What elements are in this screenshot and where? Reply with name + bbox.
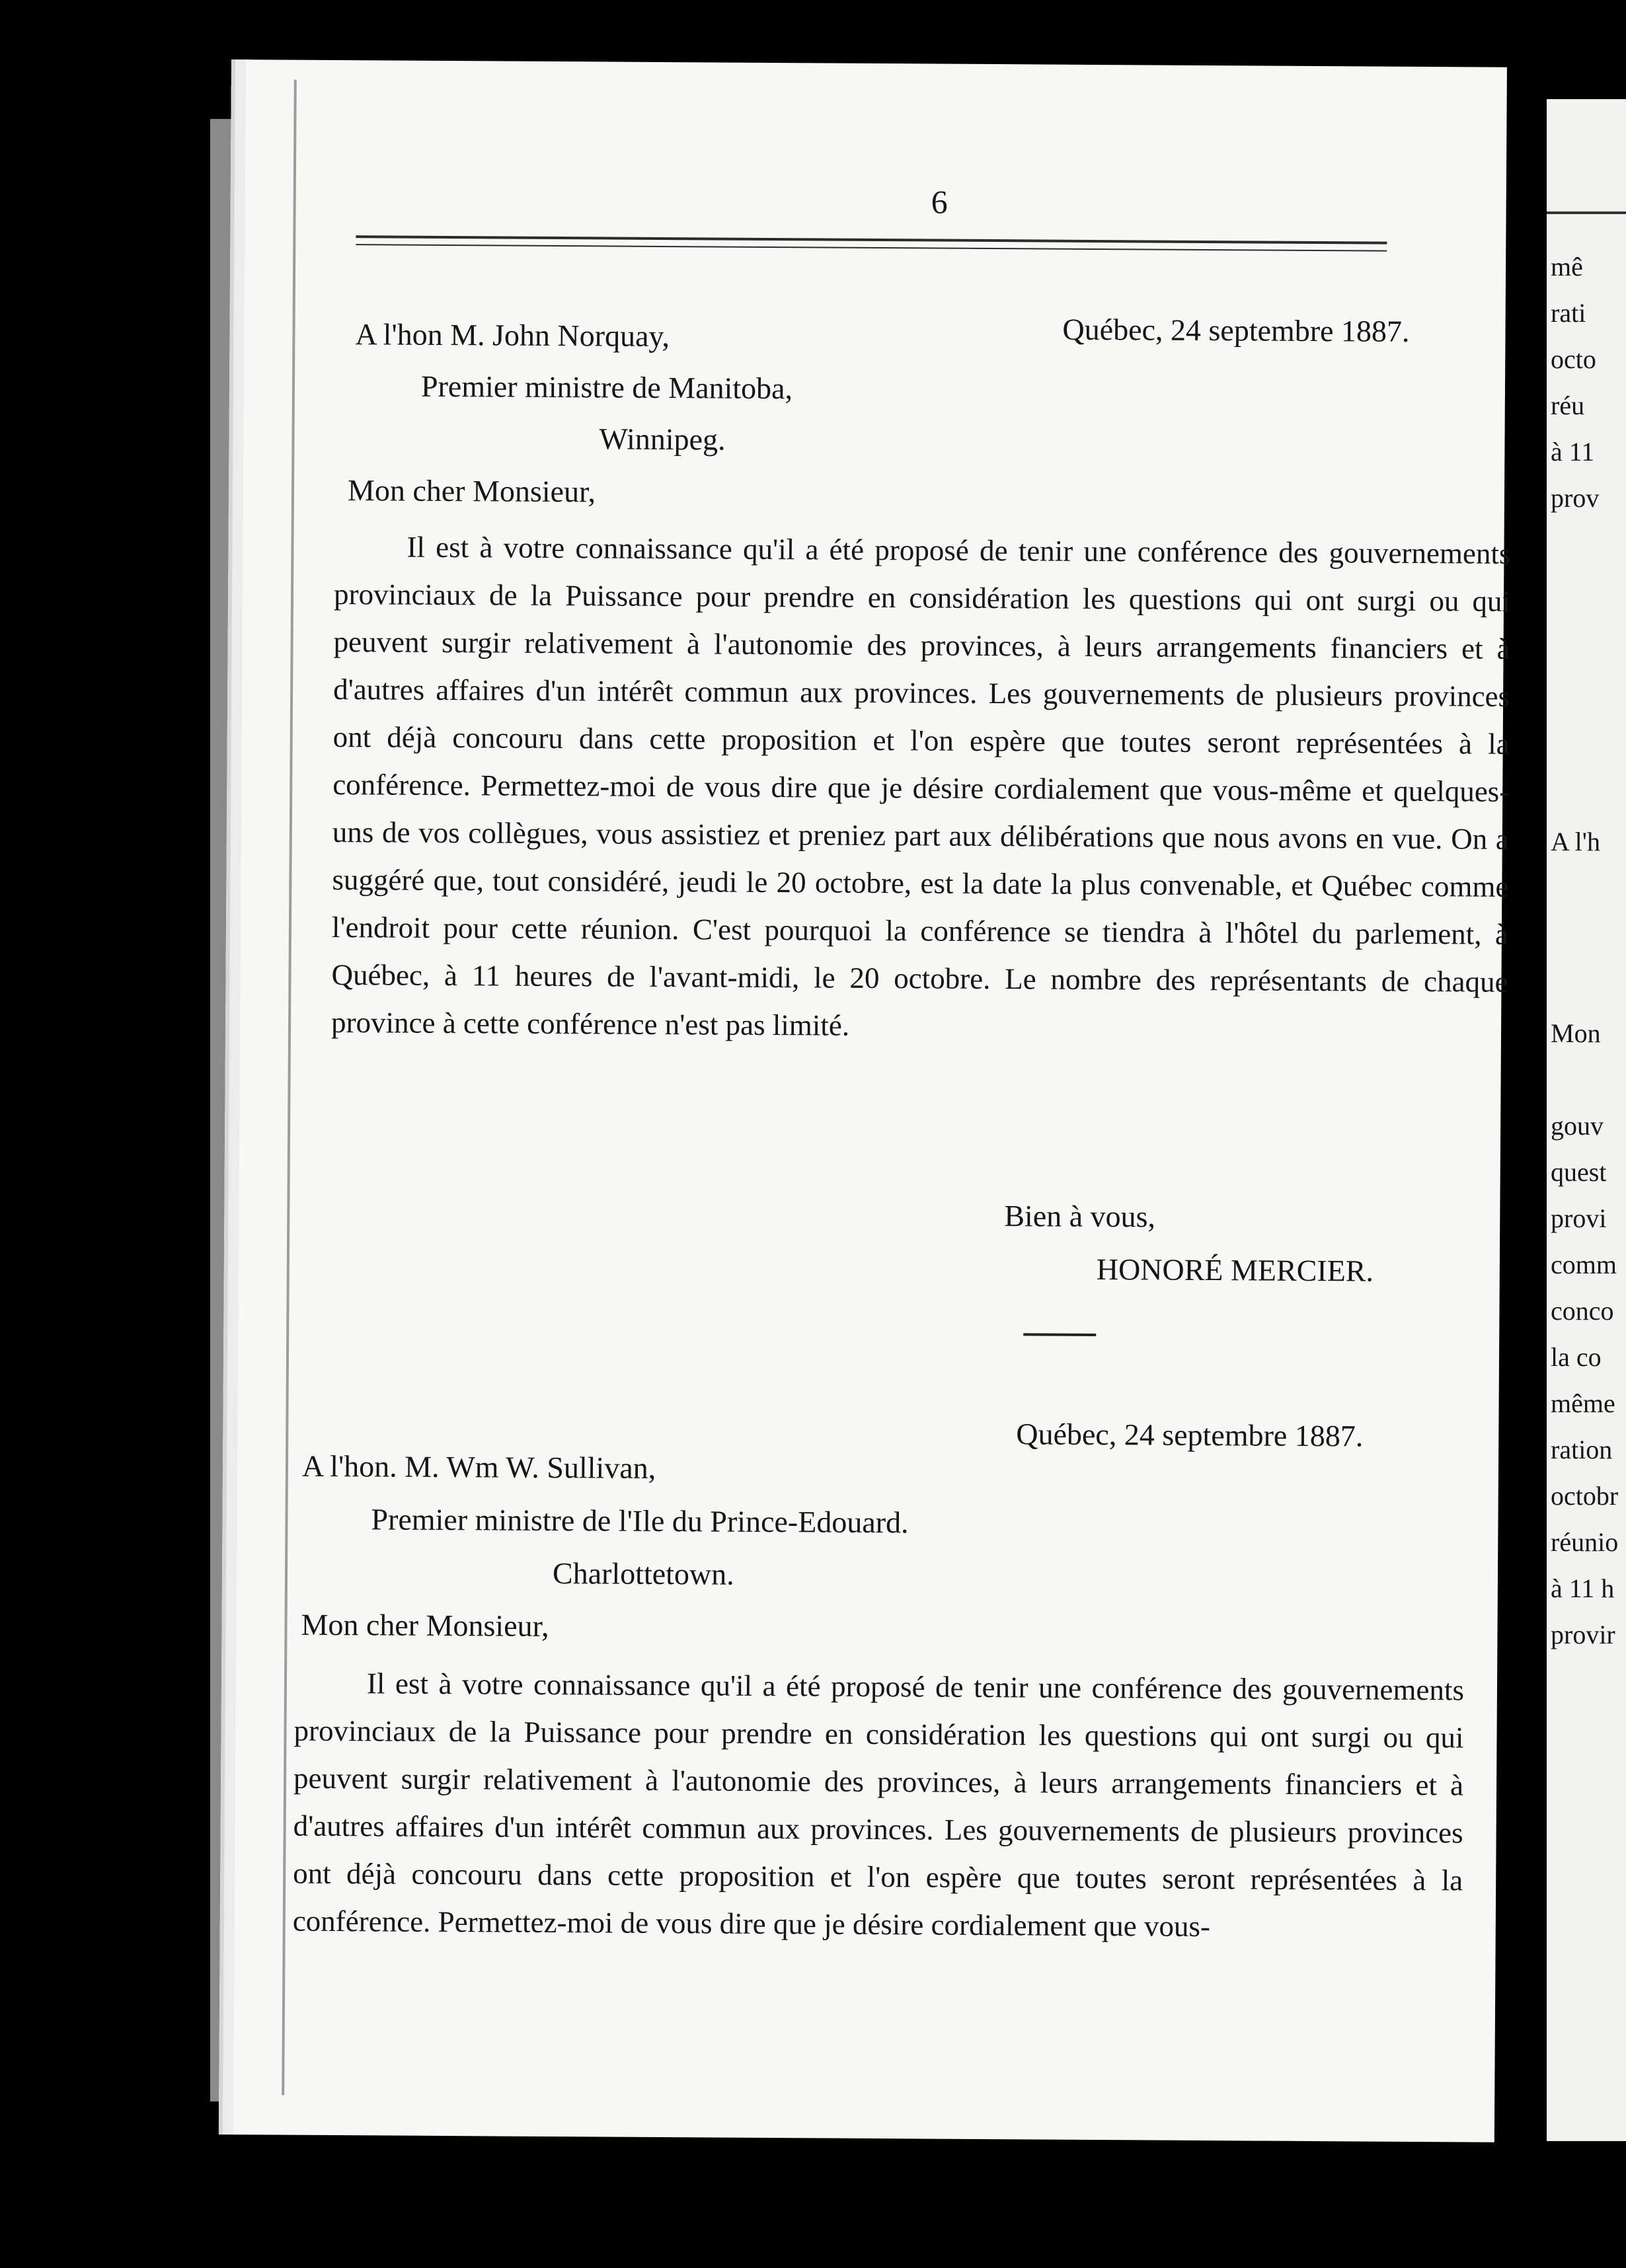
letter1-salutation: Mon cher Monsieur, <box>347 473 596 509</box>
letter2-city: Charlottetown. <box>552 1556 734 1591</box>
facing-page-text: octobr <box>1551 1481 1619 1511</box>
facing-page-text: rati <box>1551 298 1586 328</box>
facing-page-text: même <box>1551 1388 1615 1418</box>
letter1-body-text: Il est à votre connaissance qu'il a été proposé de tenir une conférence des gouvernements provinciaux de la Puissance pour prendre en considération les questions qui ont surgi ou qui peuvent surgir relativement à l'autonomie des provinces, à leurs arrangements financiers et à d'autres affaires d'un intérêt commun aux provinces. Les gouvernements de plusieurs provinces ont déjà concouru dans cette proposition et l'on espère que toutes seront représentées à la conférence. Permettez-moi de vous dire que je désire cordialement que vous-même et quelques-uns de vos collègues, vous assistiez et preniez part aux délibérations que nous avons en vue. On a suggéré que, tout considéré, jeudi le 20 octobre, est la date la plus convenable, et Québec comme l'endroit pour cette réunion. C'est pourquoi la conférence se tiendra à l'hôtel du parlement, à Québec, à 11 heures de l'avant-midi, le 20 octobre. Le nombre des représentants de chaque province à cette conférence n'est pas limité. <box>330 530 1511 1042</box>
facing-page-text: gouv <box>1551 1111 1604 1141</box>
facing-page-text: ration <box>1551 1435 1613 1464</box>
page-number: 6 <box>931 183 948 221</box>
facing-page-text: comm <box>1551 1250 1617 1279</box>
facing-page-text: A l'h <box>1551 827 1600 856</box>
facing-page-text: la co <box>1551 1342 1602 1372</box>
facing-page-fragment <box>1547 99 1626 2141</box>
letter1-title: Premier ministre de Manitoba, <box>420 369 793 406</box>
letter1-city: Winnipeg. <box>599 422 726 457</box>
facing-page-text: provi <box>1551 1203 1607 1233</box>
facing-page-text: prov <box>1551 483 1600 513</box>
facing-page-text: mê <box>1551 252 1583 282</box>
facing-page-text: Mon <box>1551 1018 1601 1048</box>
header-rule <box>356 235 1387 245</box>
letter2-body-text: Il est à votre connaissance qu'il a été proposé de tenir une conférence des gouvernements provinciaux de la Puissance pour prendre en considération les questions qui ont surgi ou qui peuvent surgir relativement à l'autonomie des provinces, à leurs arrangements financiers et à d'autres affaires d'un intérêt commun aux provinces. Les gouvernements de plusieurs provinces ont déjà concouru dans cette proposition et l'on espère que toutes seront représentées à la conférence. Permettez-moi de vous dire que je désire cordialement que vous- <box>292 1667 1465 1944</box>
letter2-addressee: A l'hon. M. Wm W. Sullivan, <box>301 1449 656 1485</box>
letter-separator <box>1023 1333 1096 1336</box>
letter1-date: Québec, 24 septembre 1887. <box>1062 312 1410 348</box>
facing-page-text: quest <box>1551 1157 1607 1187</box>
letter2-title: Premier ministre de l'Ile du Prince-Edouard. <box>371 1502 909 1540</box>
letter1-body <box>331 523 1511 1053</box>
facing-page-text: réunio <box>1551 1527 1619 1557</box>
facing-page-text: à 11 h <box>1551 1573 1615 1603</box>
facing-page-text: réu <box>1551 391 1585 420</box>
letter1-signature: HONORÉ MERCIER. <box>1096 1252 1374 1288</box>
facing-page-text: provir <box>1551 1620 1615 1649</box>
facing-page-text: conco <box>1551 1296 1614 1326</box>
letter2-salutation: Mon cher Monsieur, <box>301 1607 549 1643</box>
facing-page-text: à 11 <box>1551 437 1595 467</box>
letter1-addressee: A l'hon M. John Norquay, <box>355 317 670 354</box>
facing-page-rule <box>1547 211 1626 214</box>
facing-page-text: octo <box>1551 344 1596 374</box>
letter2-date: Québec, 24 septembre 1887. <box>1016 1417 1364 1453</box>
document-page <box>219 59 1511 2142</box>
header-rule-thin <box>356 244 1387 252</box>
letter2-body <box>293 1659 1465 1952</box>
letter1-closing: Bien à vous, <box>1004 1199 1156 1234</box>
